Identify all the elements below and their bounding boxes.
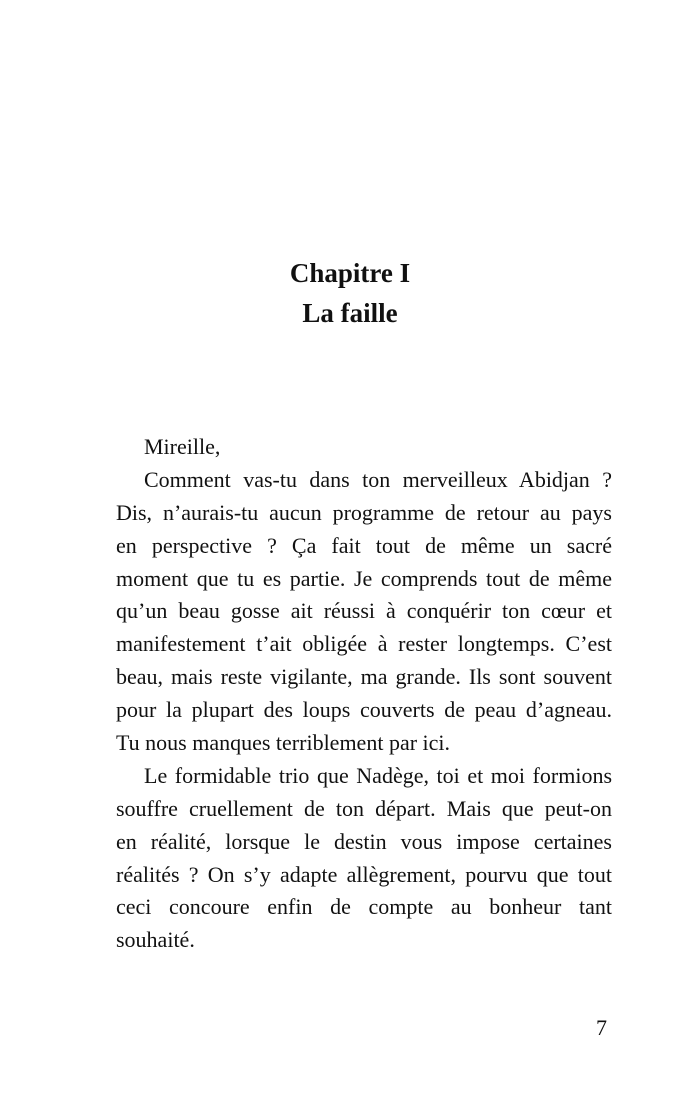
chapter-number: Chapitre I: [289, 258, 411, 288]
text-line: ceci concoure enfin de compte au bonheur tant: [116, 894, 612, 920]
text-line: en perspective ? Ça fait tout de même un sacré: [116, 532, 612, 558]
text-line: Dis, n’aurais-tu aucun programme de retour au pays: [116, 499, 612, 525]
text-line: en réalité, lorsque le destin vous impose certaines: [116, 828, 612, 854]
text-line: moment que tu es partie. Je comprends tout de même: [116, 565, 612, 591]
text-line: Tu nous manques terriblement par ici.: [116, 730, 451, 756]
body-text: [116, 431, 612, 957]
page-number: 7: [596, 1015, 607, 1040]
text-line: qu’un beau gosse ait réussi à conquérir ton cœur et: [116, 598, 612, 624]
text-line: pour la plupart des loups couverts de peau d’agneau.: [116, 697, 612, 723]
text-line: souhaité.: [116, 927, 195, 953]
text-line: réalités ? On s’y adapte allègrement, pourvu que tout: [116, 861, 612, 887]
text-line: Comment vas-tu dans ton merveilleux Abidjan ?: [144, 466, 612, 492]
text-line: Mireille,: [144, 434, 221, 459]
text-line: beau, mais reste vigilante, ma grande. Ils sont souvent: [116, 664, 612, 690]
text-line: souffre cruellement de ton départ. Mais que peut-on: [116, 795, 612, 821]
text-line: manifestement t’ait obligée à rester longtemps. C’est: [116, 631, 612, 657]
chapter-title: La faille: [302, 298, 398, 328]
text-line: Le formidable trio que Nadège, toi et moi formions: [144, 762, 612, 788]
